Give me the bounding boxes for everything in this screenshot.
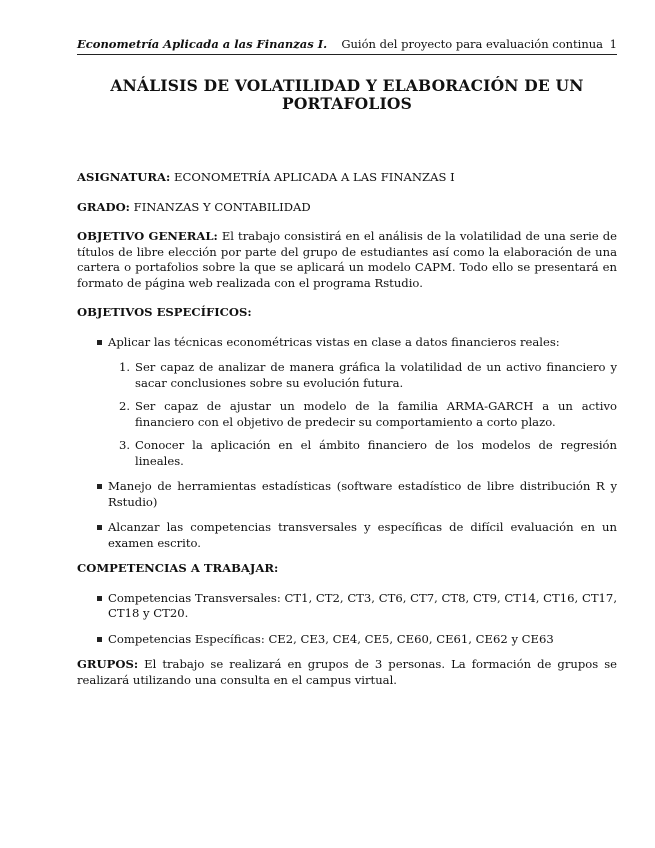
- competencias-heading: COMPETENCIAS A TRABAJAR:: [77, 561, 279, 575]
- item-number: 3.: [119, 438, 131, 452]
- document-body: [77, 170, 617, 702]
- square-bullet-icon: [97, 484, 102, 489]
- numbered-sublist: [108, 360, 617, 469]
- running-header: [77, 36, 617, 55]
- asignatura-label: ASIGNATURA:: [77, 170, 171, 184]
- list-item: [108, 360, 617, 391]
- asignatura-value: ECONOMETRÍA APLICADA A LAS FINANZAS I: [174, 170, 455, 184]
- item-text: Ser capaz de ajustar un modelo de la familia ARMA-GARCH a un activo financiero con el objetivo de predecir su comportamiento a corto plazo.: [135, 399, 617, 429]
- item-text: Ser capaz de analizar de manera gráfica la volatilidad de un activo financiero y sacar conclusiones sobre su evolución futura.: [135, 360, 617, 390]
- objetivo-general-label: OBJETIVO GENERAL:: [77, 229, 218, 243]
- objetivos-especificos-list: [77, 335, 617, 552]
- grado-label: GRADO:: [77, 199, 130, 214]
- objetivos-especificos-heading: OBJETIVOS ESPECÍFICOS:: [77, 305, 252, 319]
- grado-value: FINANZAS Y CONTABILIDAD: [133, 199, 311, 214]
- list-item: [77, 632, 617, 648]
- objetivo-bullet-text: Alcanzar las competencias transversales y específicas de difícil evaluación en un examen escrito.: [108, 520, 617, 550]
- document-title: [77, 77, 617, 113]
- grupos-text: El trabajo se realizará en grupos de 3 personas. La formación de grupos se realizará utilizando una consulta en el campus virtual.: [77, 657, 618, 687]
- page-number: 1: [609, 37, 617, 51]
- grupos-section: [77, 657, 617, 688]
- item-number: 1.: [119, 360, 131, 374]
- list-item: [77, 479, 617, 510]
- square-bullet-icon: [97, 596, 102, 601]
- title-line-1: ANÁLISIS DE VOLATILIDAD Y ELABORACIÓN DE UN: [110, 76, 584, 95]
- item-text: Conocer la aplicación en el ámbito financiero de los modelos de regresión lineales.: [135, 438, 617, 468]
- title-line-2: PORTAFOLIOS: [281, 94, 413, 113]
- competencias-transversales-text: Competencias Transversales: CT1, CT2, CT3, CT6, CT7, CT8, CT9, CT14, CT16, CT17, CT18 y CT20.: [108, 590, 617, 620]
- competencias-list: [77, 591, 617, 648]
- competencias-especificas-text: Competencias Específicas: CE2, CE3, CE4, CE5, CE60, CE61, CE62 y CE63: [108, 631, 554, 646]
- item-number: 2.: [119, 399, 131, 413]
- list-item: [108, 438, 617, 469]
- objetivo-bullet-text: Manejo de herramientas estadísticas (software estadístico de libre distribución R y Rstudio): [108, 479, 617, 509]
- list-item: [108, 399, 617, 430]
- list-item: [77, 335, 617, 470]
- square-bullet-icon: [97, 340, 102, 345]
- grado-section: [77, 200, 617, 216]
- list-item: [77, 520, 617, 551]
- grupos-label: GRUPOS:: [77, 657, 139, 671]
- objetivo-general-section: [77, 229, 617, 291]
- header-document-title: Guión del proyecto para evaluación continua: [341, 37, 603, 51]
- square-bullet-icon: [97, 525, 102, 530]
- square-bullet-icon: [97, 637, 102, 642]
- asignatura-section: [77, 170, 617, 186]
- header-course-title: Econometría Aplicada a las Finanzas I.: [77, 37, 328, 51]
- objetivo-bullet-text: Aplicar las técnicas econométricas vistas en clase a datos financieros reales:: [108, 334, 560, 349]
- list-item: [77, 591, 617, 622]
- objetivo-general-text: El trabajo consistirá en el análisis de la volatilidad de una serie de títulos de libre elección por parte del grupo de estudiantes así como la elaboración de una cartera o portafolios sobre la que se aplicará un modelo CAPM. Todo ello se presentará en formato de página web realizada con el programa Rstudio.: [77, 229, 618, 290]
